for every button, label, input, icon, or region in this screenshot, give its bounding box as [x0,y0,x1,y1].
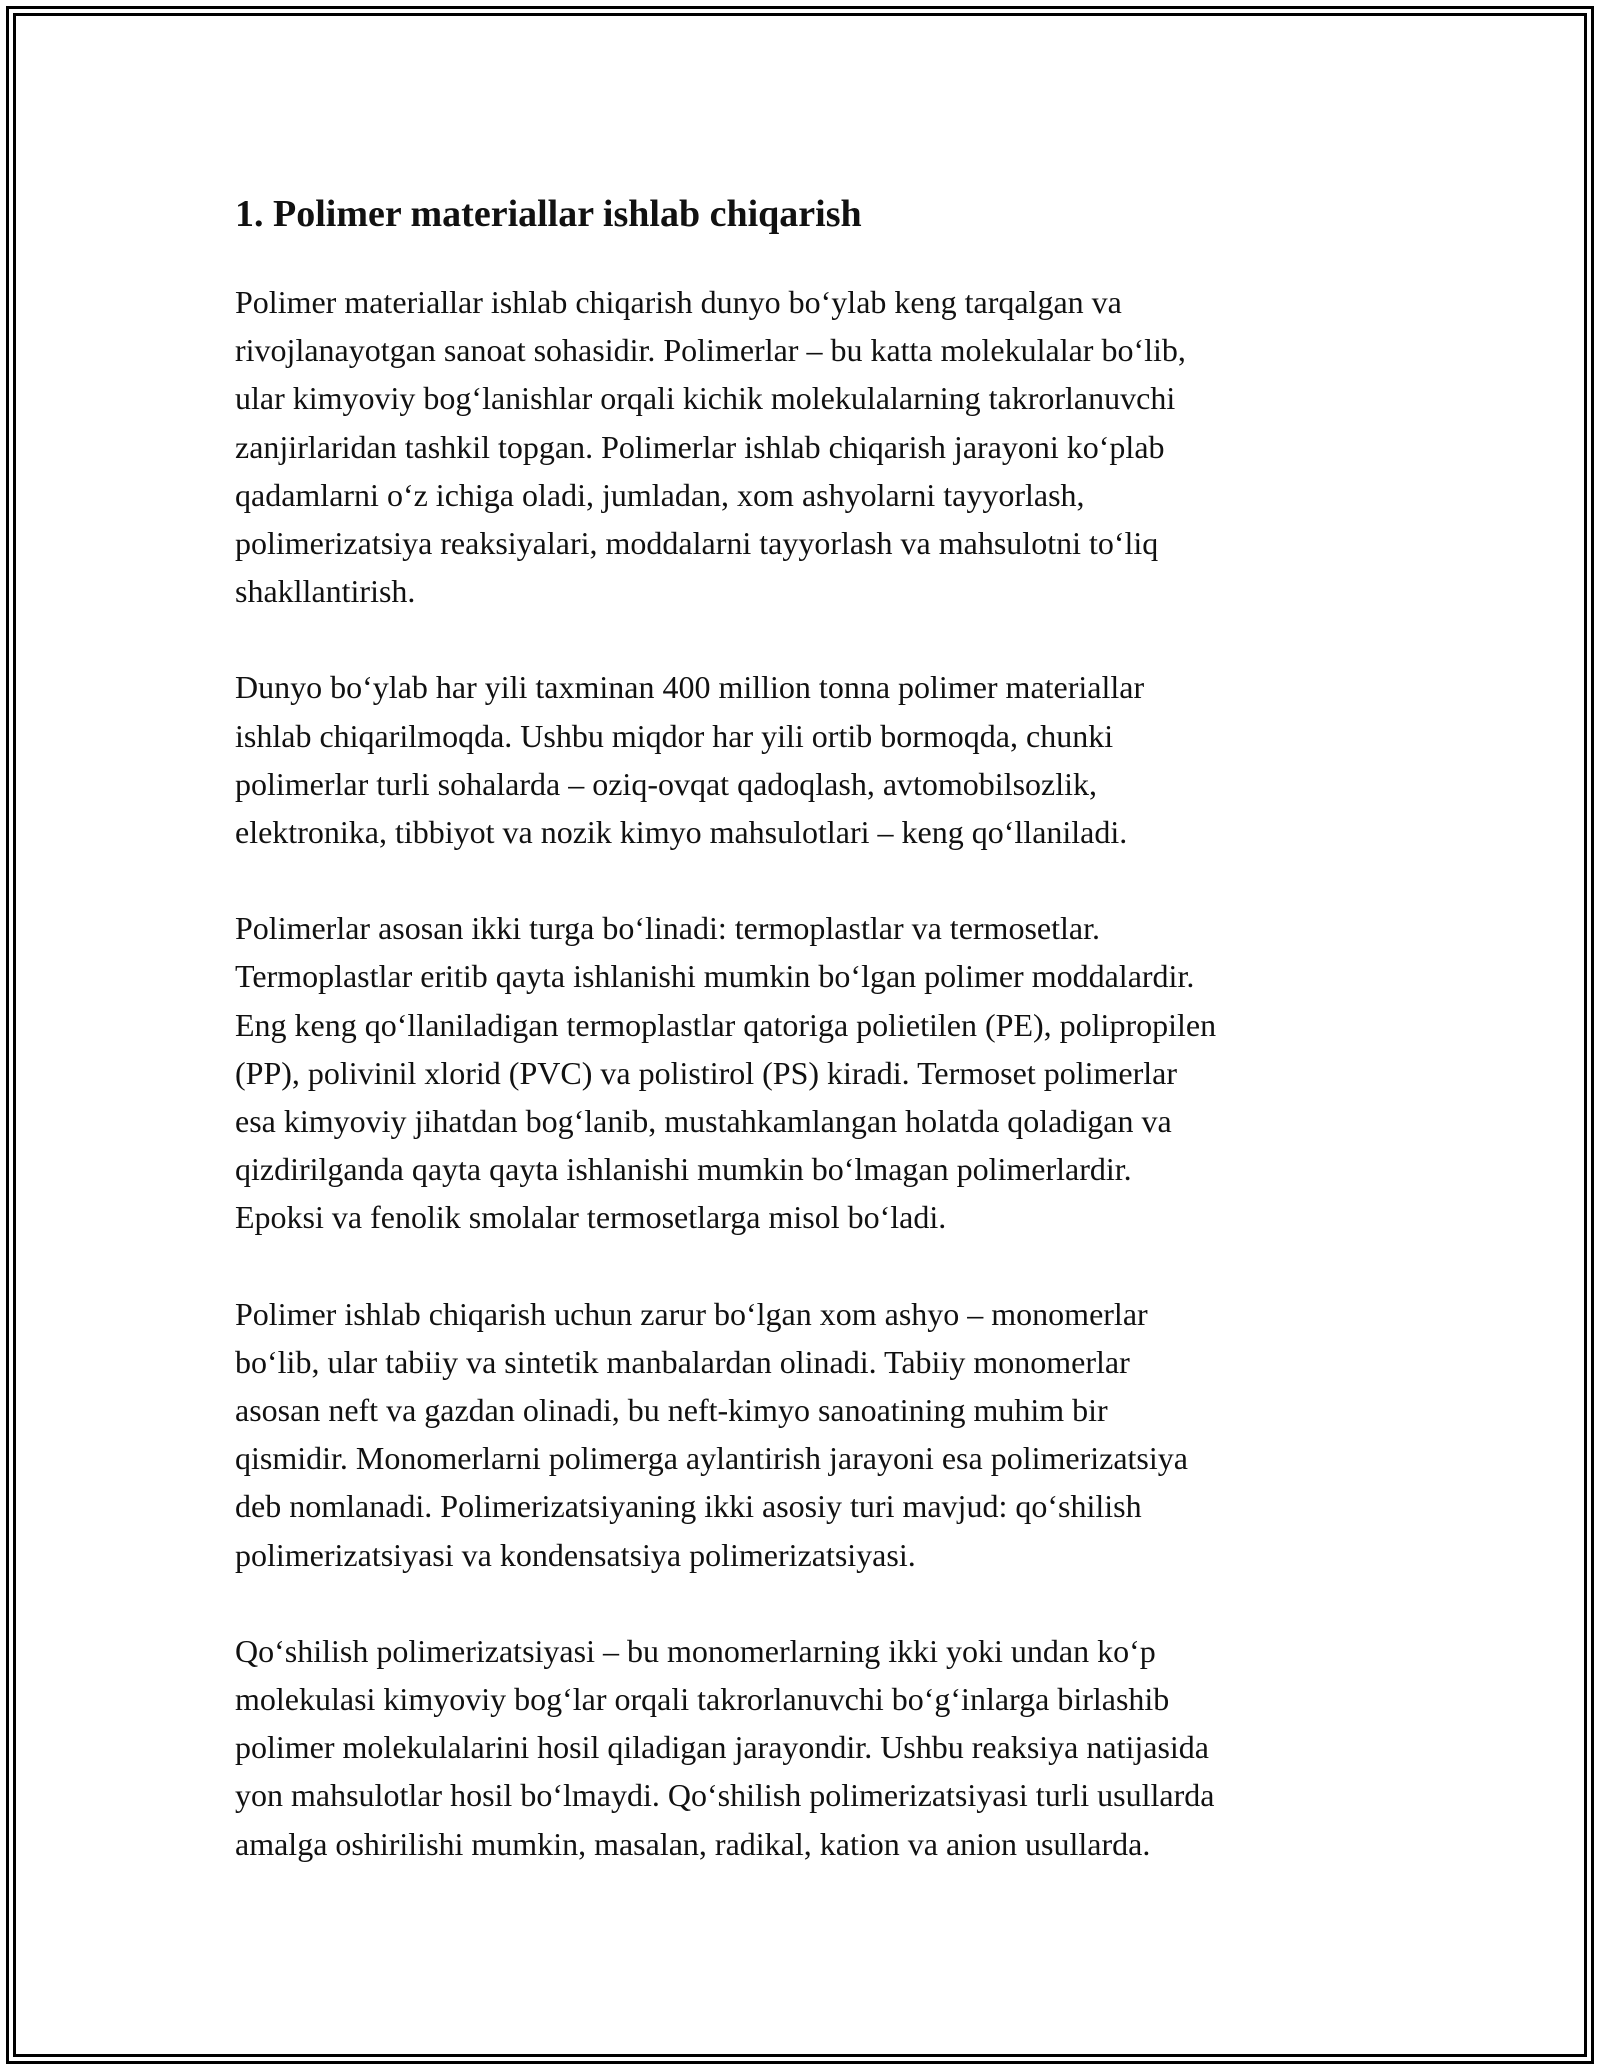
paragraph-polymer-types: Polimerlar asosan ikki turga bo‘linadi: termoplastlar va termosetlar. Termoplastlar eritib qayta ishlanishi mumkin bo‘lgan polimer moddalardir. Eng keng qo‘llaniladigan termoplastlar qatoriga polietilen (PE), polipropilen (PP), polivinil xlorid (PVC) va polistirol (PS) kiradi. Termoset polimerlar esa kimyoviy jihatdan bog‘lanib, mustahkamlangan holatda qoladigan va qizdirilganda qayta qayta ishlanishi mumkin bo‘lmagan polimerlardir. Epoksi va fenolik smolalar termosetlarga misol bo‘ladi. [235,910,1217,1236]
paragraph-monomers: Polimer ishlab chiqarish uchun zarur bo‘lgan xom ashyo – monomerlar bo‘lib, ular tabiiy va sintetik manbalardan olinadi. Tabiiy monomerlar asosan neft va gazdan olinadi, bu neft-kimyo sanoatining muhim bir qismidir. Monomerlarni polimerga aylantirish jarayoni esa polimerizatsiya deb nomlanadi. Polimerizatsiyaning ikki asosiy turi mavjud: qo‘shilish polimerizatsiyasi va kondensatsiya polimerizatsiyasi. [235,1295,1188,1573]
paragraph-intro: Polimer materiallar ishlab chiqarish dunyo bo‘ylab keng tarqalgan va rivojlanayotgan sanoat sohasidir. Polimerlar – bu katta molekulalar bo‘lib, ular kimyoviy bog‘lanishlar orqali kichik molekulalarning takrorlanuvchi zanjirlaridan tashkil topgan. Polimerlar ishlab chiqarish jarayoni ko‘plab qadamlarni o‘z ichiga oladi, jumladan, xom ashyolarni tayyorlash, polimerizatsiya reaksiyalari, moddalarni tayyorlash va mahsulotni to‘liq shakllantirish. [235,284,1186,610]
section-title: 1. Polimer materiallar ishlab chiqarish [235,193,862,235]
paragraph-production-volume: Dunyo bo‘ylab har yili taxminan 400 million tonna polimer materiallar ishlab chiqarilmoqda. Ushbu miqdor har yili ortib bormoqda, chunki polimerlar turli sohalarda – oziq-ovqat qadoqlash, avtomobilsozlik, elektronika, tibbiyot va nozik kimyo mahsulotlari – keng qo‘llaniladi. [235,669,1145,851]
document-body [235,188,1365,1916]
paragraph-addition-polymerization: Qo‘shilish polimerizatsiyasi – bu monomerlarning ikki yoki undan ko‘p molekulasi kimyoviy bog‘lar orqali takrorlanuvchi bo‘g‘inlarga birlashib polimer molekulalarini hosil qiladigan jarayondir. Ushbu reaksiya natijasida yon mahsulotlar hosil bo‘lmaydi. Qo‘shilish polimerizatsiyasi turli usullarda amalga oshirilishi mumkin, masalan, radikal, kation va anion usullarda. [235,1632,1215,1862]
